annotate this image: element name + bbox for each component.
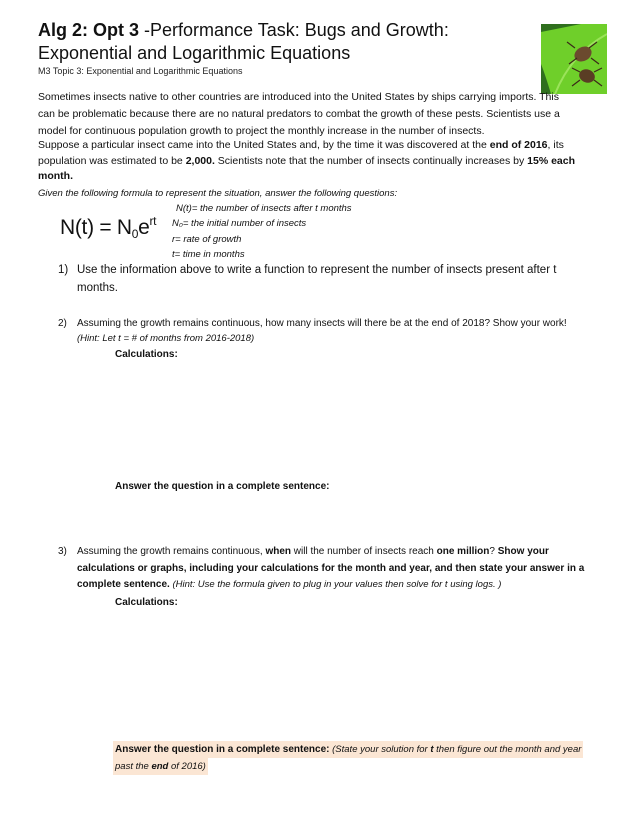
q2-answer-label: Answer the question in a complete sentence: — [115, 481, 330, 492]
legend-t: t= time in months — [172, 249, 245, 260]
q2-number: 2) — [58, 318, 67, 329]
intro-line-5: population was estimated to be 2,000. Scientists note that the number of insects continually increases by 15% each — [38, 155, 576, 167]
q2-calculations-label: Calculations: — [115, 349, 178, 360]
q3-number: 3) — [58, 546, 67, 557]
page-title — [38, 19, 449, 41]
given-instructions: Given the following formula to represent the situation, answer the following questions: — [38, 188, 398, 199]
legend-n0: N₀= the initial number of insects — [172, 218, 307, 229]
intro-line-3: model for continuous population growth to project the monthly increase in the number of insects. — [38, 125, 485, 137]
intro-line-4: Suppose a particular insect came into the United States and, by the time it was discovered at the end of 2016, its — [38, 139, 564, 151]
q3-answer-line-1: Answer the question in a complete sentence: (State your solution for t then figure out the month and year — [113, 741, 583, 758]
growth-formula: $N(t) = N_0e^{rt}$ — [60, 214, 157, 241]
q1-line-1: Use the information above to write a function to represent the number of insects present after t — [77, 264, 557, 276]
legend-nt: N(t)= the number of insects after t months — [176, 203, 352, 214]
q3-line-2: calculations or graphs, including your calculations for the month and year, and then state your answer in a — [77, 563, 585, 574]
topic-subtitle: M3 Topic 3: Exponential and Logarithmic Equations — [38, 66, 243, 76]
legend-r: r= rate of growth — [172, 234, 242, 245]
q3-answer-line-2: past the end of 2016) — [113, 758, 208, 775]
intro-line-6: month. — [38, 170, 73, 182]
stink-bug-photo — [541, 24, 607, 94]
title-bold: Alg 2: Opt 3 — [38, 20, 140, 40]
q2-hint: (Hint: Let t = # of months from 2016-2018) — [77, 333, 255, 344]
q3-calculations-label: Calculations: — [115, 597, 178, 608]
q3-line-3: complete sentence. (Hint: Use the formula given to plug in your values then solve for t using logs. ) — [77, 579, 502, 590]
title-rest: -Performance Task: Bugs and Growth: — [139, 20, 449, 40]
intro-line-1: Sometimes insects native to other countries are introduced into the United States by ships carrying imports. This — [38, 91, 559, 103]
q3-line-1: Assuming the growth remains continuous, when will the number of insects reach one million? Show your — [77, 546, 549, 557]
q2-text: Assuming the growth remains continuous, how many insects will there be at the end of 2018? Show your work! — [77, 318, 567, 329]
intro-line-2: can be problematic because there are no natural predators to combat the growth of these pests. Scientists use a — [38, 108, 560, 120]
page-title-line2: Exponential and Logarithmic Equations — [38, 43, 351, 63]
q1-number: 1) — [58, 264, 69, 276]
q1-line-2: months. — [77, 282, 118, 294]
